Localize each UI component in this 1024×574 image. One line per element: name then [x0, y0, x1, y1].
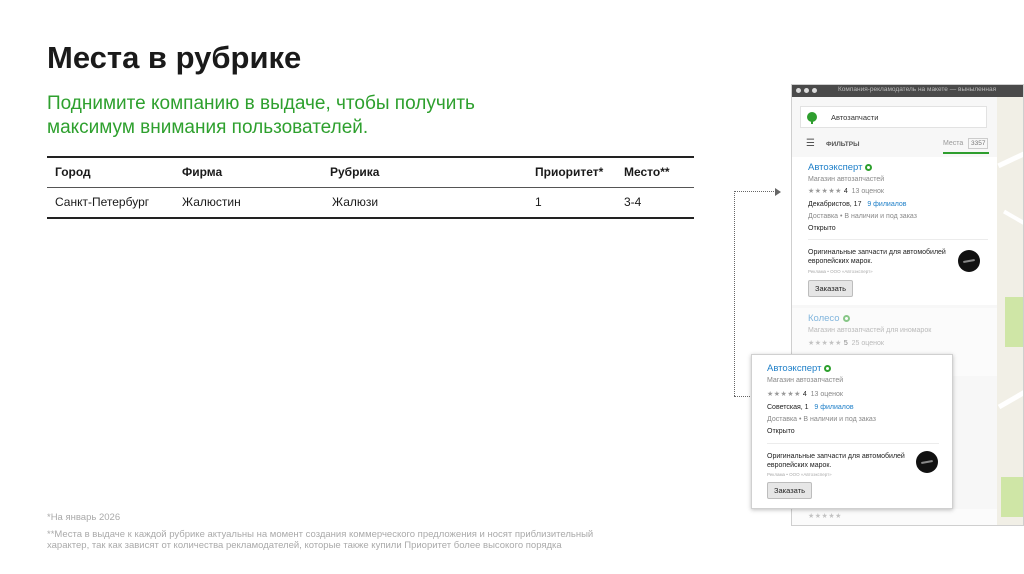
promo-ad-label: Реклама • ООО «Автоэксперт»: [767, 472, 832, 477]
company-name: Автоэксперт: [808, 162, 863, 173]
divider: [808, 239, 988, 240]
highlighted-result-card[interactable]: [751, 354, 953, 509]
search-input-value: Автозапчасти: [831, 113, 879, 122]
rating-line: [808, 339, 884, 347]
window-minimize-dot[interactable]: [804, 88, 809, 93]
rating-stars-icon: ★★★★★: [808, 340, 842, 347]
column-header-priority: Приоритет*: [527, 157, 616, 187]
promo-text: Оригинальные запчасти для автомобилей европейских марок.: [808, 249, 946, 265]
reviews-count[interactable]: 13 оценок: [810, 391, 843, 398]
footnote-date: *На январь 2026: [47, 512, 121, 523]
window-maximize-dot[interactable]: [812, 88, 817, 93]
branches-link[interactable]: 9 филиалов: [814, 404, 854, 411]
table-row: [47, 187, 694, 218]
result-card-3[interactable]: [792, 509, 997, 526]
company-category: Магазин автозапчастей: [767, 377, 844, 384]
cell-place: 3-4: [616, 187, 694, 218]
cell-priority: 1: [527, 187, 616, 218]
window-titlebar: [792, 85, 1023, 97]
open-status: Открыто: [808, 225, 836, 232]
window-title: Компания-рекламодатель на макете — выныленная: [838, 86, 997, 93]
tab-places[interactable]: Места: [943, 140, 964, 147]
promo-text: Оригинальные запчасти для автомобилей европейских марок.: [767, 453, 905, 469]
verified-badge-icon: [824, 365, 831, 372]
company-name: Колесо: [808, 313, 840, 324]
address: Советская, 1: [767, 404, 809, 411]
column-header-category: Рубрика: [322, 157, 527, 187]
rating-line: [767, 390, 843, 398]
reviews-count[interactable]: 25 оценок: [851, 340, 884, 347]
table-header-row: [47, 157, 694, 187]
company-logo: [916, 451, 938, 473]
order-button[interactable]: Заказать: [808, 280, 853, 297]
connector-arrow-head: [775, 188, 781, 196]
connector-arrow-line: [734, 191, 778, 192]
verified-badge-icon: [865, 164, 872, 171]
rating-line: [808, 187, 884, 195]
column-header-firm: Фирма: [174, 157, 322, 187]
footnote-places: **Места в выдаче к каждой рубрике актуальны на момент создания коммерческого предложения и носят приблизительный характер, так как зависят от количества рекламодателей, которые также купили Приоритет более высокого порядка: [47, 529, 594, 551]
window-close-dot[interactable]: [796, 88, 801, 93]
verified-badge-icon: [843, 315, 850, 322]
cell-category: Жалюзи: [322, 187, 527, 218]
cell-city: Санкт-Петербург: [47, 187, 174, 218]
delivery-info: Доставка • В наличии и под заказ: [767, 416, 876, 423]
company-name-link[interactable]: [767, 363, 831, 374]
branches-link[interactable]: 9 филиалов: [867, 201, 907, 208]
filters-button[interactable]: ФИЛЬТРЫ: [826, 141, 860, 148]
page-title: Места в рубрике: [47, 40, 302, 75]
promo-ad-label: Реклама • ООО «Автоэксперт»: [808, 269, 873, 274]
map-area[interactable]: [997, 97, 1024, 526]
rating-value: 4: [802, 391, 807, 398]
column-header-place: Место**: [616, 157, 694, 187]
rating-value: 4: [843, 188, 848, 195]
company-logo: [958, 250, 980, 272]
rating-value: 5: [843, 340, 848, 347]
rating-line: [808, 512, 842, 520]
map-pin-icon: [807, 112, 817, 122]
address: Декабристов, 17: [808, 201, 862, 208]
delivery-info: Доставка • В наличии и под заказ: [808, 213, 917, 220]
tab-places-underline: [943, 152, 989, 154]
rating-stars-icon: ★★★★★: [808, 188, 842, 195]
places-table: [47, 156, 694, 219]
company-category: Магазин автозапчастей: [808, 176, 885, 183]
filter-bar: [792, 133, 997, 155]
rating-stars-icon: ★★★★★: [808, 513, 842, 520]
result-card-autoexpert[interactable]: [792, 157, 997, 305]
company-name: Автоэксперт: [767, 363, 822, 374]
search-input[interactable]: [800, 106, 987, 128]
column-header-city: Город: [47, 157, 174, 187]
rating-stars-icon: ★★★★★: [767, 391, 801, 398]
company-category: Магазин автозапчастей для иномарок: [808, 327, 932, 334]
connector-bottom-line: [734, 396, 752, 397]
company-name-link[interactable]: [808, 162, 872, 173]
address-line: [767, 404, 854, 411]
company-name-link[interactable]: [808, 313, 850, 324]
divider: [767, 443, 939, 444]
cell-firm: Жалюстин: [174, 187, 322, 218]
address-line: [808, 201, 907, 208]
page-subtitle: Поднимите компанию в выдаче, чтобы получить максимум внимания пользователей.: [47, 93, 475, 138]
order-button[interactable]: Заказать: [767, 482, 812, 499]
reviews-count[interactable]: 13 оценок: [851, 188, 884, 195]
filter-icon[interactable]: ☰: [806, 138, 815, 149]
places-count-badge: 3357: [968, 138, 988, 149]
connector-line: [734, 191, 736, 396]
open-status: Открыто: [767, 428, 795, 435]
